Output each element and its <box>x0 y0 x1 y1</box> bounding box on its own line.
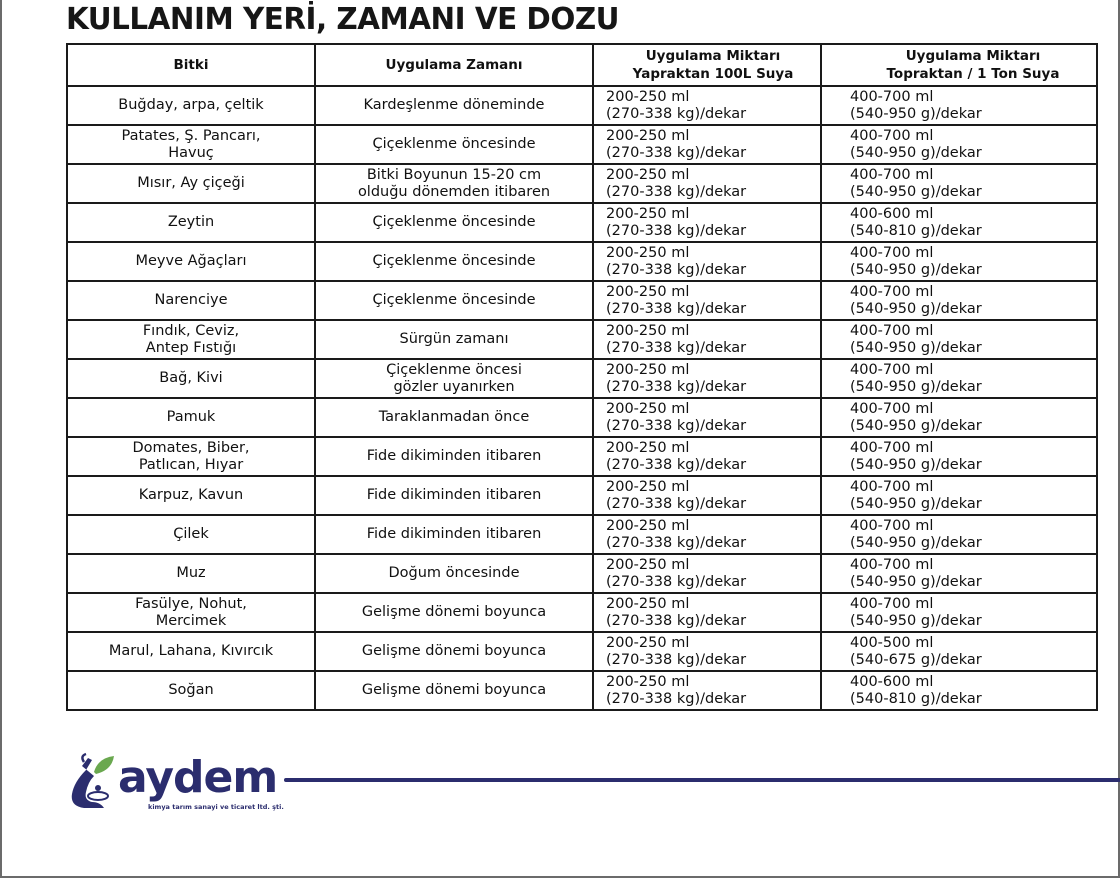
table-row <box>67 125 1097 164</box>
cell-application-time-text: Fide dikiminden itibaren <box>366 448 542 464</box>
page-title: KULLANIM YERİ, ZAMANI VE DOZU <box>66 2 620 37</box>
cell-application-time-text: Fide dikiminden itibaren <box>366 526 542 542</box>
table-row <box>67 593 1097 632</box>
cell-crop <box>67 632 315 671</box>
dosage-table <box>66 43 1098 711</box>
cell-soil-amount <box>821 164 1097 203</box>
cell-foliar-amount-text: 200-250 ml (270-338 kg)/dekar <box>606 634 747 668</box>
cell-foliar-amount <box>593 281 821 320</box>
cell-foliar-amount <box>593 671 821 710</box>
cell-crop-text: Mısır, Ay çiçeği <box>137 175 245 191</box>
cell-soil-amount-text: 400-600 ml (540-810 g)/dekar <box>850 205 982 239</box>
cell-foliar-amount <box>593 515 821 554</box>
cell-crop-text: Pamuk <box>166 409 216 425</box>
table-row <box>67 554 1097 593</box>
table-row <box>67 86 1097 125</box>
cell-foliar-amount-text: 200-250 ml (270-338 kg)/dekar <box>606 595 747 629</box>
cell-application-time <box>315 86 593 125</box>
cell-application-time-text: Gelişme dönemi boyunca <box>361 643 547 659</box>
cell-crop <box>67 125 315 164</box>
cell-foliar-amount-text: 200-250 ml (270-338 kg)/dekar <box>606 400 747 434</box>
table-row <box>67 242 1097 281</box>
table-body <box>67 86 1097 710</box>
cell-application-time-text: Çiçeklenme öncesinde <box>372 214 536 230</box>
table-row <box>67 671 1097 710</box>
cell-application-time-text: Çiçeklenme öncesinde <box>372 292 536 308</box>
cell-crop-text: Patates, Ş. Pancarı, Havuç <box>121 127 261 161</box>
cell-foliar-amount <box>593 632 821 671</box>
cell-foliar-amount-text: 200-250 ml (270-338 kg)/dekar <box>606 322 747 356</box>
cell-soil-amount <box>821 281 1097 320</box>
flask-leaf-logo-icon <box>64 752 120 812</box>
cell-soil-amount-text: 400-700 ml (540-950 g)/dekar <box>850 400 982 434</box>
cell-foliar-amount <box>593 554 821 593</box>
cell-soil-amount <box>821 398 1097 437</box>
cell-application-time <box>315 125 593 164</box>
cell-soil-amount <box>821 242 1097 281</box>
cell-crop-text: Fındık, Ceviz, Antep Fıstığı <box>142 322 240 356</box>
cell-soil-amount-text: 400-700 ml (540-950 g)/dekar <box>850 88 982 122</box>
cell-application-time <box>315 281 593 320</box>
cell-soil-amount-text: 400-700 ml (540-950 g)/dekar <box>850 361 982 395</box>
cell-application-time <box>315 242 593 281</box>
cell-crop <box>67 554 315 593</box>
cell-foliar-amount <box>593 437 821 476</box>
cell-crop <box>67 320 315 359</box>
table-row <box>67 437 1097 476</box>
cell-foliar-amount-text: 200-250 ml (270-338 kg)/dekar <box>606 205 747 239</box>
cell-application-time <box>315 437 593 476</box>
cell-soil-amount <box>821 671 1097 710</box>
cell-crop <box>67 164 315 203</box>
cell-crop <box>67 593 315 632</box>
cell-application-time-text: Kardeşlenme döneminde <box>363 97 545 113</box>
cell-soil-amount-text: 400-700 ml (540-950 g)/dekar <box>850 322 982 356</box>
cell-crop-text: Buğday, arpa, çeltik <box>118 97 264 113</box>
table-row <box>67 398 1097 437</box>
cell-foliar-amount-text: 200-250 ml (270-338 kg)/dekar <box>606 673 747 707</box>
cell-foliar-amount-text: 200-250 ml (270-338 kg)/dekar <box>606 127 747 161</box>
cell-foliar-amount <box>593 86 821 125</box>
cell-crop <box>67 86 315 125</box>
brand-tagline: kimya tarım sanayi ve ticaret ltd. şti. <box>148 803 284 811</box>
cell-application-time-text: Çiçeklenme öncesinde <box>372 136 536 152</box>
cell-soil-amount <box>821 203 1097 242</box>
cell-foliar-amount <box>593 593 821 632</box>
cell-application-time <box>315 671 593 710</box>
cell-application-time <box>315 398 593 437</box>
cell-crop-text: Narenciye <box>154 292 228 308</box>
cell-soil-amount <box>821 125 1097 164</box>
table-row <box>67 320 1097 359</box>
table-row <box>67 203 1097 242</box>
header-application-time: Uygulama Zamanı <box>315 44 593 86</box>
cell-foliar-amount-text: 200-250 ml (270-338 kg)/dekar <box>606 88 747 122</box>
cell-foliar-amount <box>593 125 821 164</box>
table-row <box>67 281 1097 320</box>
cell-foliar-amount-text: 200-250 ml (270-338 kg)/dekar <box>606 283 747 317</box>
cell-foliar-amount <box>593 359 821 398</box>
cell-application-time <box>315 476 593 515</box>
cell-foliar-amount-text: 200-250 ml (270-338 kg)/dekar <box>606 244 747 278</box>
cell-crop <box>67 203 315 242</box>
cell-crop <box>67 671 315 710</box>
cell-soil-amount <box>821 359 1097 398</box>
brand-name: aydem <box>118 752 278 803</box>
cell-crop <box>67 359 315 398</box>
cell-foliar-amount-text: 200-250 ml (270-338 kg)/dekar <box>606 556 747 590</box>
cell-crop-text: Zeytin <box>167 214 215 230</box>
cell-crop-text: Domates, Biber, Patlıcan, Hıyar <box>132 439 250 473</box>
cell-application-time-text: Gelişme dönemi boyunca <box>361 682 547 698</box>
cell-application-time-text: Doğum öncesinde <box>388 565 520 581</box>
cell-application-time-text: Taraklanmadan önce <box>378 409 530 425</box>
cell-application-time-text: Sürgün zamanı <box>399 331 509 347</box>
cell-soil-amount <box>821 437 1097 476</box>
cell-application-time-text: Çiçeklenme öncesinde <box>372 253 536 269</box>
cell-crop-text: Çilek <box>173 526 209 542</box>
header-soil-amount: Uygulama Miktarı Topraktan / 1 Ton Suya <box>821 44 1097 86</box>
cell-soil-amount-text: 400-700 ml (540-950 g)/dekar <box>850 166 982 200</box>
cell-soil-amount-text: 400-700 ml (540-950 g)/dekar <box>850 127 982 161</box>
cell-crop <box>67 476 315 515</box>
cell-application-time <box>315 593 593 632</box>
cell-foliar-amount <box>593 320 821 359</box>
cell-soil-amount <box>821 632 1097 671</box>
cell-crop <box>67 515 315 554</box>
cell-foliar-amount <box>593 476 821 515</box>
cell-application-time <box>315 164 593 203</box>
cell-application-time-text: Bitki Boyunun 15-20 cm olduğu dönemden itibaren <box>357 166 551 200</box>
cell-soil-amount <box>821 476 1097 515</box>
cell-crop <box>67 437 315 476</box>
cell-crop-text: Soğan <box>168 682 214 698</box>
cell-foliar-amount-text: 200-250 ml (270-338 kg)/dekar <box>606 478 747 512</box>
cell-application-time <box>315 359 593 398</box>
cell-soil-amount-text: 400-700 ml (540-950 g)/dekar <box>850 439 982 473</box>
cell-soil-amount-text: 400-700 ml (540-950 g)/dekar <box>850 556 982 590</box>
cell-soil-amount-text: 400-500 ml (540-675 g)/dekar <box>850 634 982 668</box>
cell-soil-amount <box>821 554 1097 593</box>
cell-crop <box>67 242 315 281</box>
table-row <box>67 515 1097 554</box>
cell-foliar-amount-text: 200-250 ml (270-338 kg)/dekar <box>606 361 747 395</box>
cell-foliar-amount-text: 200-250 ml (270-338 kg)/dekar <box>606 439 747 473</box>
cell-soil-amount-text: 400-700 ml (540-950 g)/dekar <box>850 517 982 551</box>
cell-application-time <box>315 515 593 554</box>
cell-foliar-amount <box>593 398 821 437</box>
header-crop: Bitki <box>67 44 315 86</box>
cell-crop-text: Meyve Ağaçları <box>135 253 247 269</box>
cell-application-time <box>315 632 593 671</box>
cell-soil-amount-text: 400-600 ml (540-810 g)/dekar <box>850 673 982 707</box>
cell-crop <box>67 281 315 320</box>
cell-application-time-text: Gelişme dönemi boyunca <box>361 604 547 620</box>
cell-application-time-text: Çiçeklenme öncesi gözler uyanırken <box>386 361 522 395</box>
cell-foliar-amount <box>593 164 821 203</box>
cell-crop-text: Muz <box>176 565 206 581</box>
table-row <box>67 164 1097 203</box>
aydem-logo <box>64 752 284 812</box>
cell-soil-amount <box>821 593 1097 632</box>
cell-crop-text: Fasülye, Nohut, Mercimek <box>135 595 247 629</box>
cell-crop-text: Marul, Lahana, Kıvırcık <box>108 643 274 659</box>
cell-soil-amount-text: 400-700 ml (540-950 g)/dekar <box>850 478 982 512</box>
cell-application-time <box>315 554 593 593</box>
cell-soil-amount <box>821 515 1097 554</box>
cell-soil-amount-text: 400-700 ml (540-950 g)/dekar <box>850 283 982 317</box>
table-row <box>67 359 1097 398</box>
cell-crop-text: Karpuz, Kavun <box>138 487 244 503</box>
cell-foliar-amount-text: 200-250 ml (270-338 kg)/dekar <box>606 166 747 200</box>
cell-application-time-text: Fide dikiminden itibaren <box>366 487 542 503</box>
table-row <box>67 632 1097 671</box>
cell-soil-amount-text: 400-700 ml (540-950 g)/dekar <box>850 244 982 278</box>
cell-soil-amount <box>821 320 1097 359</box>
cell-application-time <box>315 203 593 242</box>
header-foliar-amount: Uygulama Miktarı Yapraktan 100L Suya <box>593 44 821 86</box>
cell-foliar-amount-text: 200-250 ml (270-338 kg)/dekar <box>606 517 747 551</box>
header-row <box>67 44 1097 86</box>
cell-crop-text: Bağ, Kivi <box>159 370 223 386</box>
cell-application-time <box>315 320 593 359</box>
cell-foliar-amount <box>593 242 821 281</box>
cell-foliar-amount <box>593 203 821 242</box>
table-row <box>67 476 1097 515</box>
footer-divider <box>288 778 1120 782</box>
table-header <box>67 44 1097 86</box>
cell-soil-amount <box>821 86 1097 125</box>
cell-soil-amount-text: 400-700 ml (540-950 g)/dekar <box>850 595 982 629</box>
cell-crop <box>67 398 315 437</box>
